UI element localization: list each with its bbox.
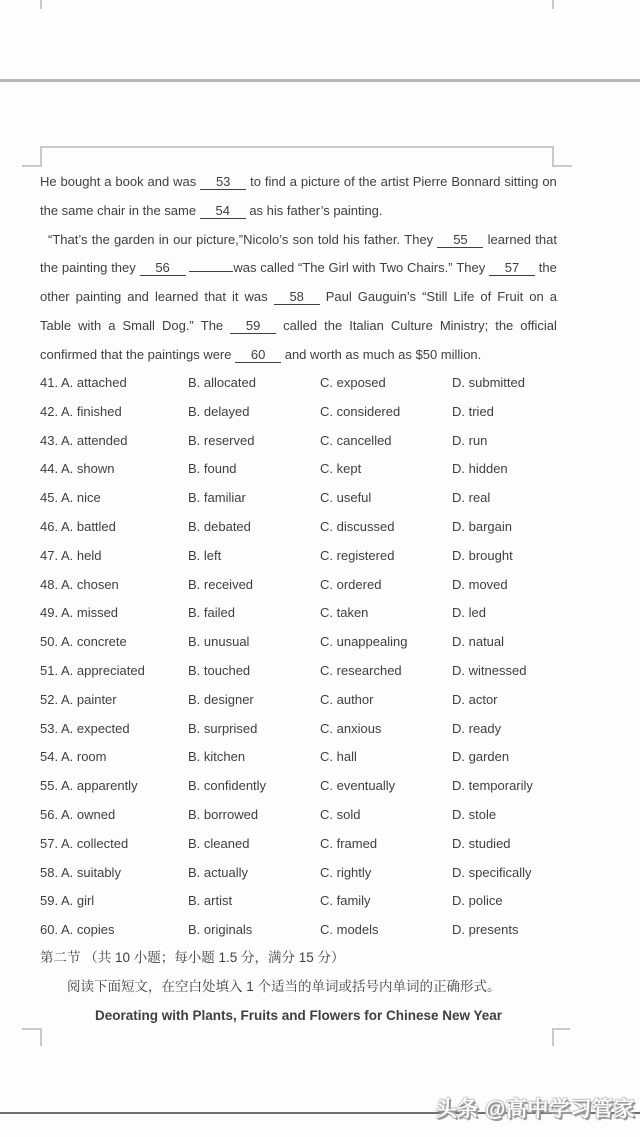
option-cell: D. ready [452, 720, 502, 736]
watermark: 头条 @高中学习管家 [435, 1098, 635, 1121]
option-cell: 59. A. girl [40, 893, 95, 909]
crop-mark-bottom-right-vertical [552, 1028, 554, 1046]
option-cell: D. bargain [452, 518, 512, 534]
blank-underline: 56 [140, 260, 186, 276]
question-row [40, 455, 557, 484]
option-cell: C. ordered [320, 576, 382, 592]
option-cell: D. submitted [452, 375, 525, 390]
passage-line: the same chair in the same 54 as his father’s painting. [40, 202, 383, 218]
option-cell: D. natual [452, 634, 505, 650]
option-cell: C. author [320, 691, 374, 707]
option-cell: 43. A. attended [40, 432, 128, 448]
option-cell: B. actually [188, 864, 248, 880]
blank-underline: 58 [274, 289, 320, 305]
option-cell: C. rightly [320, 864, 372, 880]
question-row [40, 887, 557, 916]
section-two [40, 944, 557, 1030]
passage-line: the painting they 56 was called “The Girl with Two Chairs.” They 57 the [40, 254, 557, 283]
option-cell: D. temporarily [452, 778, 533, 794]
option-cell: C. exposed [320, 375, 386, 390]
question-row [40, 571, 557, 600]
question-row [40, 657, 557, 686]
question-row [40, 830, 557, 859]
option-cell: 47. A. held [40, 547, 102, 563]
option-cell: C. researched [320, 662, 402, 678]
option-cell: C. models [320, 922, 379, 938]
option-cell: D. real [452, 490, 491, 506]
option-cell: C. framed [320, 835, 378, 851]
passage-line: He bought a book and was 53 to find a picture of the artist Pierre Bonnard sitting on [40, 174, 557, 189]
option-cell: D. moved [452, 576, 508, 592]
question-row [40, 427, 557, 456]
blank-underline: 54 [200, 203, 246, 219]
option-cell: D. presents [452, 922, 519, 938]
question-row [40, 715, 557, 744]
question-row [40, 369, 557, 398]
option-cell: D. tried [452, 403, 494, 419]
text-boundary-top-rule [40, 146, 554, 148]
option-cell: B. debated [188, 518, 251, 534]
option-cell: D. run [452, 432, 488, 448]
option-cell: C. registered [320, 547, 395, 563]
question-row [40, 398, 557, 427]
option-cell: D. hidden [452, 461, 508, 477]
option-cell: B. borrowed [188, 806, 259, 822]
option-cell: D. specifically [452, 864, 532, 880]
option-cell: C. family [320, 893, 371, 909]
option-cell: B. originals [188, 922, 253, 938]
option-cell: C. cancelled [320, 432, 392, 448]
blank-underline: 53 [200, 174, 246, 190]
option-cell: D. police [452, 893, 503, 909]
crop-mark-bottom-right-horizontal [552, 1028, 570, 1030]
passage-line: “That’s the garden in our picture,”Nicolo’s son told his father. They 55 learned that [48, 231, 557, 247]
question-row [40, 599, 557, 628]
option-cell: 42. A. finished [40, 403, 122, 419]
crop-mark-top-left-vertical [40, 146, 42, 167]
question-row [40, 859, 557, 888]
option-cell: B. received [188, 576, 254, 592]
option-cell: 41. A. attached [40, 375, 127, 390]
option-cell: C. unappealing [320, 634, 408, 650]
option-cell: 52. A. painter [40, 691, 117, 707]
page-separator [0, 79, 640, 82]
blank-underline: 59 [230, 318, 276, 334]
cloze-options-list [40, 369, 557, 945]
crop-mark-top-left-horizontal [22, 165, 40, 167]
option-cell: B. found [188, 461, 237, 477]
blank-underline: 55 [437, 232, 483, 248]
option-cell: D. led [452, 605, 486, 621]
option-cell: B. allocated [188, 375, 256, 390]
blank-underline [189, 256, 233, 272]
crop-mark-top-right-horizontal [554, 165, 572, 167]
option-cell: B. confidently [188, 778, 267, 794]
option-cell: B. cleaned [188, 835, 250, 851]
option-cell: 50. A. concrete [40, 634, 127, 650]
question-row [40, 743, 557, 772]
option-cell: D. brought [452, 547, 513, 563]
question-row [40, 686, 557, 715]
option-cell: B. surprised [188, 720, 258, 736]
crop-mark-bottom-left-vertical [40, 1028, 42, 1046]
blank-underline: 57 [489, 260, 535, 276]
passage-title: Deorating with Plants, Fruits and Flowers for Chinese New Year [94, 1007, 503, 1023]
question-row [40, 772, 557, 801]
option-cell: B. artist [188, 893, 233, 909]
option-cell: C. sold [320, 806, 361, 822]
option-cell: 49. A. missed [40, 605, 119, 621]
crop-mark-top-tick-left [40, 0, 42, 9]
option-cell: C. eventually [320, 778, 396, 794]
question-row [40, 484, 557, 513]
section-instruction: 阅读下面短文，在空白处填入 1 个适当的单词或括号内单词的正确形式。 [67, 978, 501, 994]
option-cell: 58. A. suitably [40, 864, 121, 880]
option-cell: B. delayed [188, 403, 250, 419]
question-row [40, 542, 557, 571]
option-cell: C. discussed [320, 518, 395, 534]
passage-line: confirmed that the paintings were 60 and worth as much as $50 million. [40, 346, 482, 362]
question-row [40, 916, 557, 945]
option-cell: 45. A. nice [40, 490, 101, 506]
question-row [40, 513, 557, 542]
option-cell: C. useful [320, 490, 372, 506]
crop-mark-top-right-vertical [552, 146, 554, 167]
option-cell: 60. A. copies [40, 922, 115, 938]
option-cell: B. reserved [188, 432, 255, 448]
option-cell: D. witnessed [452, 662, 527, 678]
option-cell: 54. A. room [40, 749, 107, 765]
crop-mark-bottom-left-horizontal [22, 1028, 42, 1030]
crop-mark-top-tick-right [552, 0, 554, 9]
question-row [40, 628, 557, 657]
option-cell: D. stole [452, 806, 497, 822]
option-cell: B. unusual [188, 634, 250, 650]
option-cell: 56. A. owned [40, 806, 116, 822]
option-cell: B. kitchen [188, 749, 246, 765]
option-cell: 51. A. appreciated [40, 662, 145, 678]
option-cell: C. anxious [320, 720, 382, 736]
option-cell: B. familiar [188, 490, 246, 506]
option-cell: 55. A. apparently [40, 778, 138, 794]
option-cell: B. left [188, 547, 222, 563]
option-cell: C. hall [320, 749, 357, 765]
passage-line: other painting and learned that it was 58 Paul Gauguin’s “Still Life of Fruit on a [40, 289, 557, 305]
option-cell: B. designer [188, 691, 254, 707]
option-cell: C. kept [320, 461, 362, 477]
option-cell: B. touched [188, 662, 251, 678]
passage-line: Table with a Small Dog.” The 59 called the Italian Culture Ministry; the official [40, 317, 557, 333]
option-cell: 44. A. shown [40, 461, 115, 477]
option-cell: D. studied [452, 835, 511, 851]
question-row [40, 801, 557, 830]
option-cell: B. failed [188, 605, 235, 621]
option-cell: 53. A. expected [40, 720, 130, 736]
option-cell: C. considered [320, 403, 401, 419]
option-cell: C. taken [320, 605, 369, 621]
option-cell: 48. A. chosen [40, 576, 119, 592]
section-heading: 第二节 （共 10 小题；每小题 1.5 分，满分 15 分） [40, 950, 345, 965]
option-cell: D. garden [452, 749, 510, 765]
cloze-passage [40, 168, 557, 370]
option-cell: 57. A. collected [40, 835, 129, 851]
option-cell: D. actor [452, 691, 498, 707]
option-cell: 46. A. battled [40, 518, 116, 534]
blank-underline: 60 [235, 347, 281, 363]
